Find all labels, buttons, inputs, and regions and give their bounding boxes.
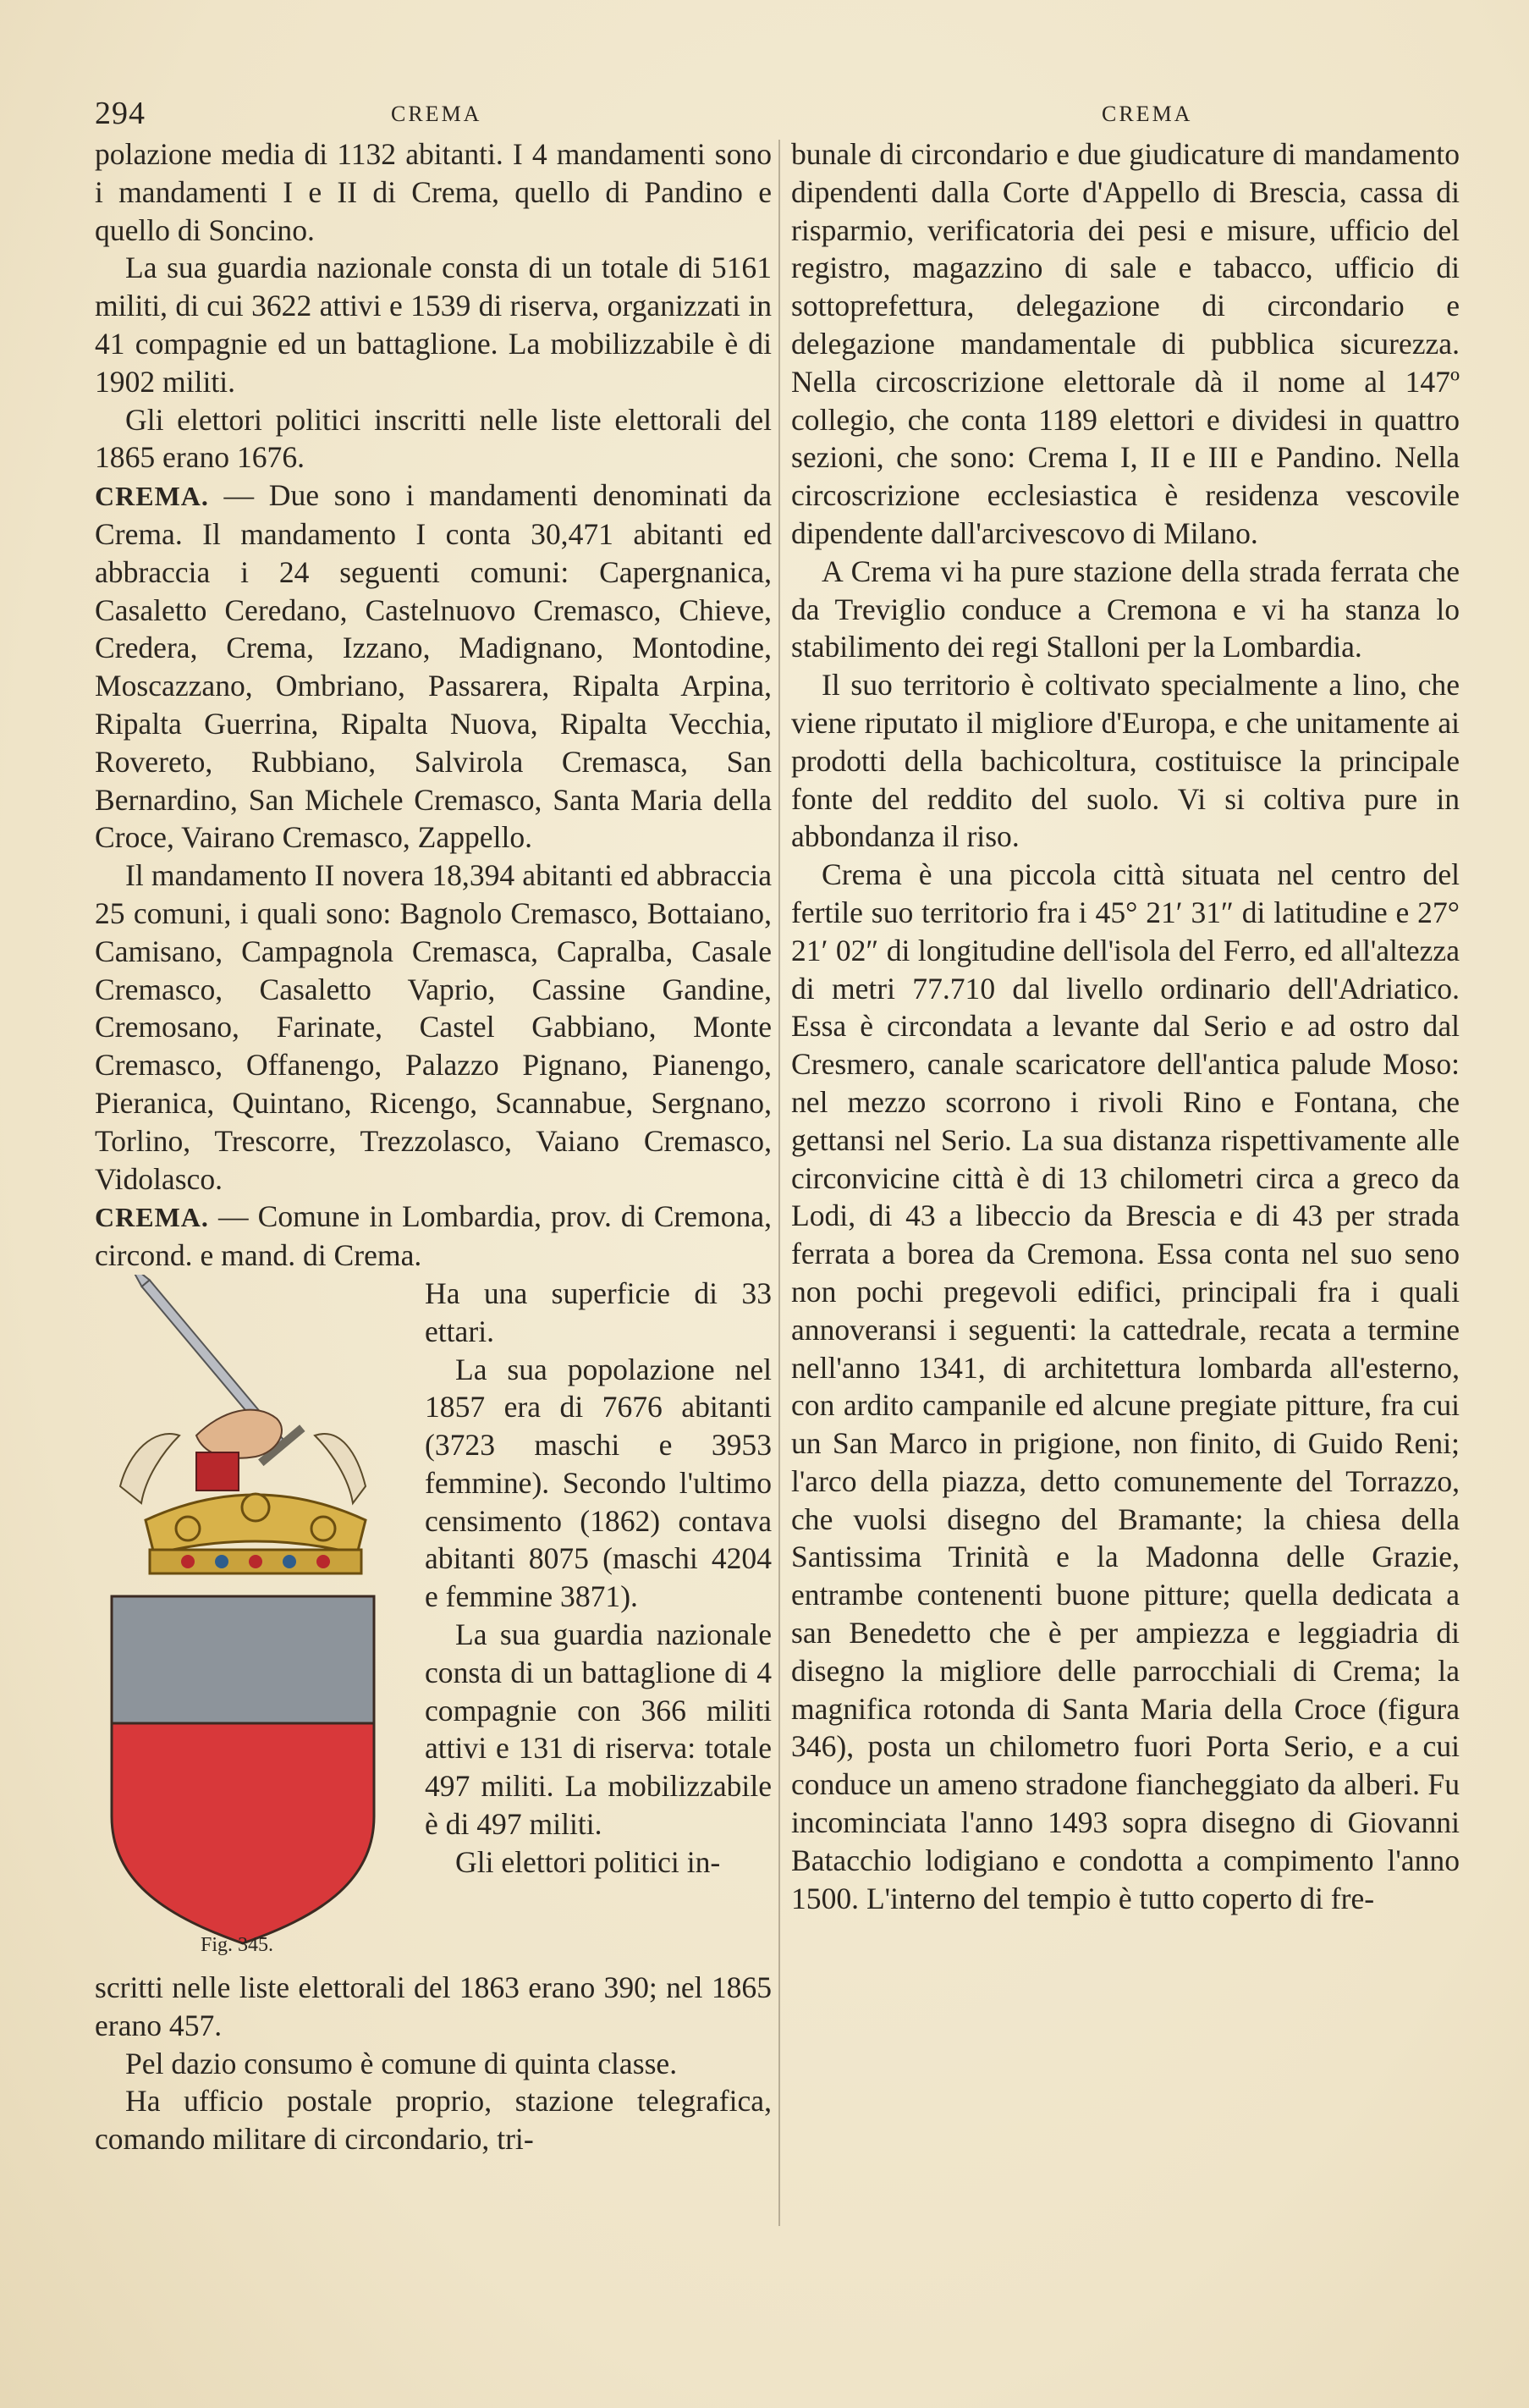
figure-caption: Fig. 345. — [201, 1933, 274, 1956]
paragraph: Ha una superficie di 33 ettari. — [425, 1276, 772, 1348]
figure-side-text — [425, 1275, 772, 1882]
paragraph: Il mandamento II novera 18,394 abitanti ed abbraccia 25 comuni, i quali sono: Bagnolo Cremasco, Bottaiano, Camisano, Campagnola Cremasca, Capralba, Casale Cremasco, Casaletto Vaprio, Cassine Gandine, Cremosano, Farinate, Castel Gabbiano, Monte Cremasco, Offanengo, Palazzo Pignano, Pianengo, Pieranica, Quintano, Ricengo, Scannabue, Sergnano, Torlino, Trescorre, Trezzolasco, Vaiano Cremasco, Vidolasco. — [95, 858, 772, 1196]
paragraph: scritti nelle liste elettorali del 1863 erano 390; nel 1865 erano 457. — [95, 1970, 772, 2042]
paragraph: Pel dazio consumo è comune di quinta classe. — [125, 2046, 678, 2080]
paragraph: Gli elettori politici inscritti nelle liste elettorali del 1865 erano 1676. — [95, 402, 772, 475]
coat-of-arms-figure — [95, 1275, 416, 1969]
page-header — [95, 95, 1466, 137]
paragraph: La sua popolazione nel 1857 era di 7676 abitanti (3723 maschi e 3953 femmine). Secondo l'ultimo censimento (1862) contava abitanti 8075 (maschi 4204 e femmine 3871). — [425, 1352, 772, 1614]
paragraph: Crema è una piccola città situata nel centro del fertile suo territorio fra i 45° 21′ 31″ di latitudine e 27° 21′ 02″ di longitudine dell'isola del Ferro, ed all'altezza di metri 77.710 dal livello ordinario dell'Adriatico. Essa è circondata a levante dal Serio e ad ostro dal Cresmero, canale scaricatore dell'antica palude Moso: nel mezzo scorrono i rivoli Rino e Fontana, che gettansi nel Serio. La sua distanza rispettivamente alle circonvicine città è di 13 chilometri circa a greco da Lodi, di 43 a libeccio da Brescia e di 43 per strada ferrata a borea da Cremona. Essa conta nel suo seno non pochi pregevoli edifici, principali fra i quali annoveransi i seguenti: la cattedrale, recata a termine nell'anno 1341, di architettura lombarda all'esterno, con ardito campanile ed alcune pregiate pitture, fra cui un San Marco in prigione, non finito, di Guido Reni; l'arco della piazza, detto comunemente del Torrazzo, che vuolsi disegno del Bramante; la chiesa della Santissima Trinità e la Madonna delle Grazie, entrambe contenenti buone pitture; quella dedicata a san Benedetto che è per ampiezza e leggiadria di disegno la migliore delle parrocchiali di Crema; la magnifica rotonda di Santa Maria della Croce (figura 346), posta un chilometro fuori Porta Serio, e a cui conduce un ameno stradone fiancheggiato da alberi. Fu incominciata l'anno 1493 sopra disegno di Giovanni Batacchio lodigiano e condotta a compimento l'anno 1500. L'interno del tempio è tutto coperto di fre- — [791, 857, 1460, 1915]
entry-heading: CREMA. — [95, 1202, 209, 1233]
entry-text: — Due sono i mandamenti denominati da Crema. Il mandamento I conta 30,471 abitanti ed abbraccia i 24 seguenti comuni: Capergnanica, Casaletto Ceredano, Castelnuovo Cremasco, Chieve, Credera, Crema, Izzano, Madignano, Montodine, Moscazzano, Ombriano, Passarera, Ripalta Arpina, Ripalta Guerrina, Ripalta Nuova, Ripalta Vecchia, Rovereto, Rubbiano, Salvirola Cremasca, San Bernardino, San Michele Cremasco, Santa Maria della Croce, Vairano Cremasco, Zappello. — [95, 478, 772, 855]
running-head-right: CREMA — [1102, 102, 1193, 126]
figure-block — [95, 1275, 772, 1969]
column-divider — [778, 140, 780, 2226]
paragraph: La sua guardia nazionale consta di un battaglione di 4 compagnie con 366 militi attivi e 131 di riserva: totale 497 militi. La mobilizzabile è di 497 militi. — [425, 1617, 772, 1842]
entry-heading: CREMA. — [95, 481, 209, 512]
paragraph: La sua guardia nazionale consta di un totale di 5161 militi, di cui 3622 attivi e 1539 di riserva, organizzati in 41 compagnie ed un battaglione. La mobilizzabile è di 1902 militi. — [95, 251, 772, 399]
paragraph: Il suo territorio è coltivato specialmente a lino, che viene riputato il migliore d'Europa, e che unitamente ai prodotti della bachicoltura, costituisce la principale fonte del reddito del suolo. Vi si coltiva pure in abbondanza il riso. — [791, 668, 1460, 854]
crema-coat-of-arms-icon — [95, 1275, 416, 1969]
paragraph: bunale di circondario e due giudicature di mandamento dipendenti dalla Corte d'Appello di Brescia, cassa di risparmio, verificatoria dei pesi e misure, ufficio del registro, magazzino di sale e tabacco, ufficio di sottoprefettura, delegazione di circondario e delegazione mandamentale di pubblica sicurezza. Nella circoscrizione elettorale dà il nome al 147º collegio, che conta 1189 elettori e dividesi in quattro sezioni, che sono: Crema I, II e III e Pandino. Nella circoscrizione ecclesiastica è residenza vescovile dipendente dall'arcivescovo di Milano. — [791, 137, 1460, 550]
page-number: 294 — [95, 96, 146, 131]
right-column — [791, 135, 1460, 1917]
paragraph — [95, 1198, 772, 1275]
running-head-left: CREMA — [391, 102, 482, 126]
paragraph — [95, 477, 772, 857]
paragraph: Ha ufficio postale proprio, stazione telegrafica, comando militare di circondario, tri- — [95, 2084, 772, 2157]
paragraph: A Crema vi ha pure stazione della strada ferrata che da Treviglio conduce a Cremona e vi ha stanza lo stabilimento dei regi Stalloni per la Lombardia. — [791, 554, 1460, 664]
paragraph: polazione media di 1132 abitanti. I 4 mandamenti sono i mandamenti I e II di Crema, quello di Pandino e quello di Soncino. — [95, 137, 772, 247]
paragraph: Gli elettori politici in- — [455, 1844, 721, 1879]
left-column — [95, 135, 772, 2158]
entry-text: — Comune in Lombardia, prov. di Cremona, circond. e mand. di Crema. — [95, 1199, 772, 1273]
